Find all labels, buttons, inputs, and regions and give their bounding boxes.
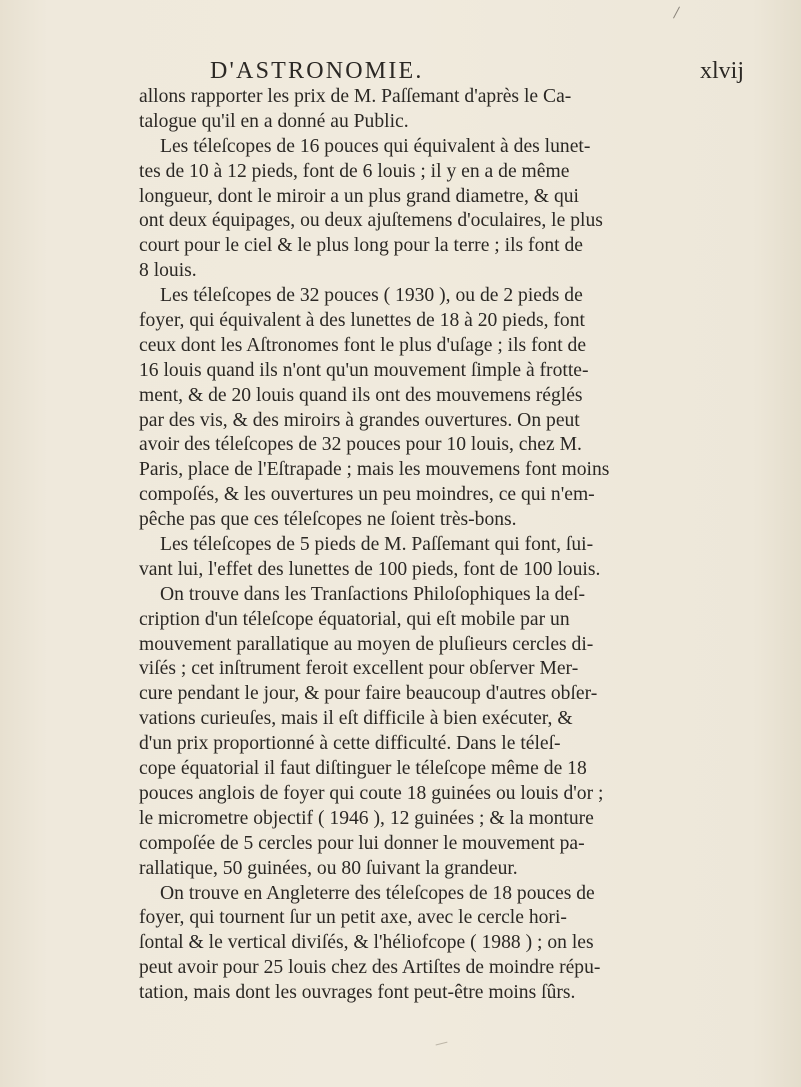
running-head: D'ASTRONOMIE. (210, 58, 424, 84)
paragraph-first-line: On trouve en Angleterre des téleſcopes de 18 pouces de (160, 882, 595, 904)
text-line: tes de 10 à 12 pieds, font de 6 louis ; il y en a de même (139, 160, 570, 182)
text-line: vations curieuſes, mais il eſt difficile à bien exécuter, & (139, 708, 573, 730)
text-line: cure pendant le jour, & pour faire beaucoup d'autres obſer- (139, 683, 598, 705)
page-number: xlvij (699, 58, 744, 84)
text-line: rallatique, 50 guinées, ou 80 ſuivant la grandeur. (139, 857, 518, 879)
text-line: d'un prix proportionné à cette difficulté. Dans le téleſ- (139, 733, 561, 755)
text-line: vant lui, l'effet des lunettes de 100 pieds, font de 100 louis. (139, 558, 601, 580)
text-line: allons rapporter les prix de M. Paſſemant d'après le Ca- (139, 86, 572, 107)
text-line: mouvement parallatique au moyen de pluſieurs cercles di- (139, 633, 594, 655)
text-line: tation, mais dont les ouvrages font peut-être moins ſûrs. (139, 982, 576, 1004)
text-line: ſontal & le vertical diviſés, & l'héliofcope ( 1988 ) ; on les (139, 932, 594, 954)
text-line: viſés ; cet inſtrument feroit excellent pour obſerver Mer- (139, 658, 579, 680)
stray-ink-mark (673, 7, 680, 19)
text-line: 8 louis. (139, 260, 197, 282)
text-line: longueur, dont le miroir a un plus grand diametre, & qui (139, 185, 579, 207)
text-line: court pour le ciel & le plus long pour la terre ; ils font de (139, 235, 584, 257)
text-line: compoſés, & les ouvertures un peu moindres, ce qui n'em- (139, 484, 595, 506)
text-line: peut avoir pour 25 louis chez des Artiſtes de moindre répu- (139, 957, 601, 979)
text-line: foyer, qui tournent ſur un petit axe, avec le cercle hori- (139, 907, 567, 929)
text-line: talogue qu'il en a donné au Public. (139, 110, 409, 132)
text-line: 16 louis quand ils n'ont qu'un mouvement ſimple à frotte- (139, 359, 589, 381)
text-line: compoſée de 5 cercles pour lui donner le mouvement pa- (139, 832, 585, 854)
text-line: ceux dont les Aſtronomes font le plus d'uſage ; ils font de (139, 334, 587, 356)
paragraph-first-line: Les téleſcopes de 16 pouces qui équivalent à des lunet- (160, 135, 591, 157)
text-line: le micrometre objectif ( 1946 ), 12 guinées ; & la monture (139, 807, 594, 829)
text-line: pouces anglois de foyer qui coute 18 guinées ou louis d'or ; (139, 782, 604, 804)
text-line: Paris, place de l'Eſtrapade ; mais les mouvemens font moins (139, 459, 610, 481)
body-text (139, 85, 749, 1006)
text-line: avoir des téleſcopes de 32 pouces pour 10 louis, chez M. (139, 434, 582, 456)
text-line: cription d'un téleſcope équatorial, qui eſt mobile par un (139, 608, 570, 630)
paragraph-first-line: Les téleſcopes de 5 pieds de M. Paſſemant qui font, ſui- (160, 534, 594, 556)
stray-ink-mark (436, 1042, 449, 1050)
text-line: par des vis, & des miroirs à grandes ouvertures. On peut (139, 409, 580, 431)
paragraph-first-line: Les téleſcopes de 32 pouces ( 1930 ), ou de 2 pieds de (160, 285, 583, 307)
text-line: ont deux équipages, ou deux ajuſtemens d'oculaires, le plus (139, 210, 603, 232)
paragraph-first-line: On trouve dans les Tranſactions Philoſophiques la deſ- (160, 583, 586, 605)
text-line: ment, & de 20 louis quand ils ont des mouvemens réglés (139, 384, 583, 406)
text-line: cope équatorial il faut diſtinguer le téleſcope même de 18 (139, 758, 587, 780)
text-line: pêche pas que ces téleſcopes ne ſoient très-bons. (139, 509, 517, 531)
text-line: foyer, qui équivalent à des lunettes de 18 à 20 pieds, font (139, 310, 585, 332)
